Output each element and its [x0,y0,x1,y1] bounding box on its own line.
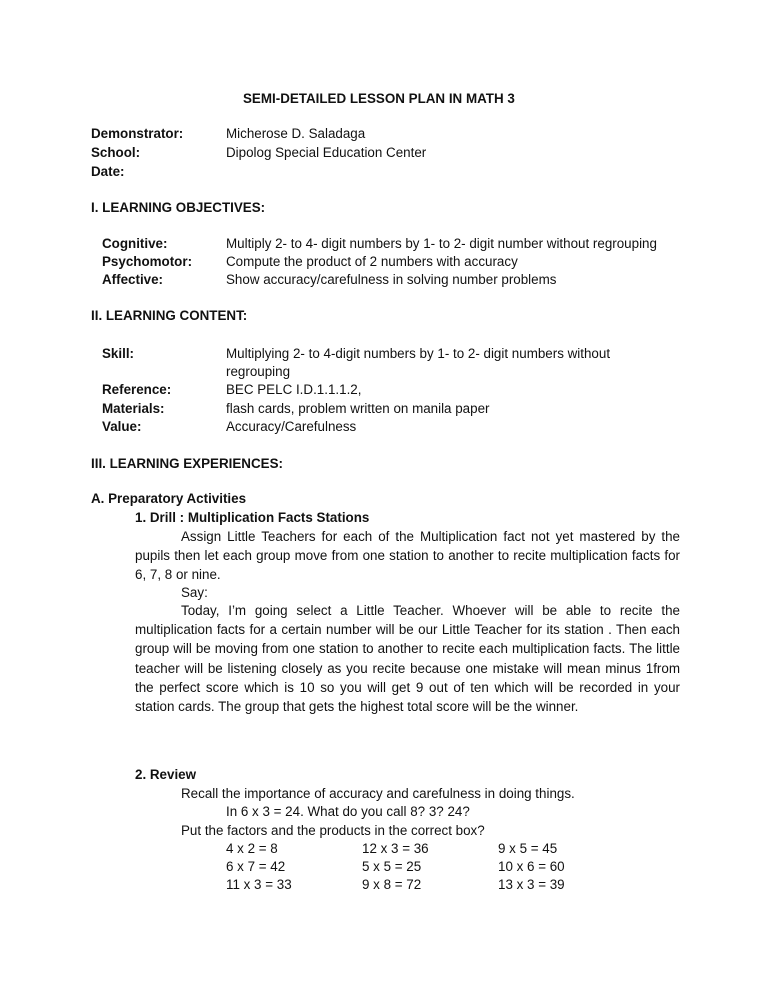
fact-r3-c2: 9 x 8 = 72 [362,877,422,892]
fact-r2-c3: 10 x 6 = 60 [498,859,565,874]
psychomotor-label: Psychomotor: [102,254,193,269]
objectives-heading: I. LEARNING OBJECTIVES: [91,200,266,215]
cognitive-value: Multiply 2- to 4- digit numbers by 1- to 2- digit number without regrouping [226,236,657,251]
materials-value: flash cards, problem written on manila paper [226,401,490,416]
cognitive-label: Cognitive: [102,236,168,251]
date-label: Date: [91,164,125,179]
drill-heading: 1. Drill : Multiplication Facts Stations [135,510,370,525]
skill-value-line2: regrouping [226,364,291,379]
school-label: School: [91,145,141,160]
skill-label: Skill: [102,346,134,361]
fact-r2-c2: 5 x 5 = 25 [362,859,422,874]
drill-paragraph-2 [135,601,680,716]
drill-paragraph-2-text: Today, I’m going select a Little Teacher. Whoever will be able to recite the multiplication facts for a certain number will be our Little Teacher for its station . Then each group will be moving from one station to another to recite each multiplication facts. The little teacher will be listening closely as you recite because one mistake will mean minus 1from the perfect score which is 10 so you will get 9 out of ten which will be recorded in your station cards. The group that gets the highest total score will be the winner. [135,603,680,715]
drill-paragraph-1 [135,527,680,585]
skill-value-line1: Multiplying 2- to 4-digit numbers by 1- to 2- digit numbers without [226,346,611,361]
affective-value: Show accuracy/carefulness in solving number problems [226,272,557,287]
fact-r3-c3: 13 x 3 = 39 [498,877,565,892]
experiences-heading: III. LEARNING EXPERIENCES: [91,456,283,471]
fact-r1-c2: 12 x 3 = 36 [362,841,429,856]
preparatory-activities-heading: A. Preparatory Activities [91,491,247,506]
fact-r1-c3: 9 x 5 = 45 [498,841,558,856]
drill-paragraph-1-text: Assign Little Teachers for each of the Multiplication fact not yet mastered by the pupils then let each group move from one station to another to recite multiplication facts for 6, 7, 8 or nine. [135,529,680,583]
value-value: Accuracy/Carefulness [226,419,357,434]
review-line-1: Recall the importance of accuracy and carefulness in doing things. [181,786,575,801]
psychomotor-value: Compute the product of 2 numbers with accuracy [226,254,518,269]
review-heading: 2. Review [135,767,197,782]
fact-r2-c1: 6 x 7 = 42 [226,859,286,874]
affective-label: Affective: [102,272,164,287]
say-label: Say: [181,585,208,600]
reference-value: BEC PELC I.D.1.1.1.2, [226,382,362,397]
school-value: Dipolog Special Education Center [226,145,427,160]
document-title: SEMI-DETAILED LESSON PLAN IN MATH 3 [243,91,515,106]
review-line-2: In 6 x 3 = 24. What do you call 8? 3? 24? [226,804,470,819]
fact-r3-c1: 11 x 3 = 33 [226,877,292,892]
review-line-3: Put the factors and the products in the correct box? [181,823,485,838]
reference-label: Reference: [102,382,172,397]
demonstrator-value: Micherose D. Saladaga [226,126,366,141]
content-heading: II. LEARNING CONTENT: [91,308,248,323]
value-label: Value: [102,419,142,434]
fact-r1-c1: 4 x 2 = 8 [226,841,278,856]
demonstrator-label: Demonstrator: [91,126,184,141]
materials-label: Materials: [102,401,165,416]
